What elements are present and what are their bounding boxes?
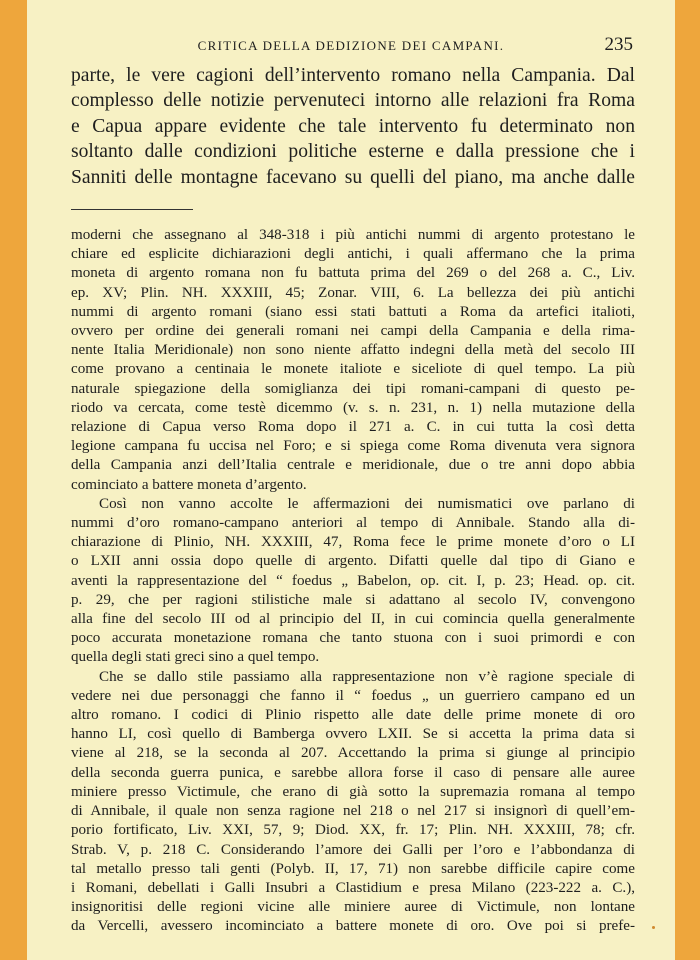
text-line: p. 29, che per ragioni stilistiche male si adattano al secolo IV, convengono bbox=[71, 591, 635, 608]
main-text bbox=[71, 63, 635, 190]
book-page bbox=[27, 0, 675, 960]
text-line: di Annibale, il quale non senza ragione nel 218 o nel 217 si insignorì di quell’em- bbox=[71, 803, 635, 820]
text-line: aventi la rappresentazione del “ foedus „ Babelon, op. cit. I, p. 23; Head. op. cit. bbox=[71, 572, 635, 589]
text-line: legione campana fu uccisa nel Foro; e si spiega come Roma divenuta vera signora bbox=[71, 438, 635, 455]
text-line: Che se dallo stile passiamo alla rappresentazione non v’è ragione speciale di bbox=[99, 668, 635, 685]
text-line: complesso delle notizie pervenuteci intorno alle relazioni fra Roma bbox=[71, 90, 635, 112]
text-line: altro romano. I codici di Plinio rispetto alle date delle prime monete di oro bbox=[71, 707, 635, 724]
text-line: e Capua appare evidente che tale intervento fu determinato non bbox=[71, 115, 635, 137]
text-line: come provano a centinaia le monete italiote e siceliote di quel tempo. La più bbox=[71, 361, 635, 378]
text-line: nente Italia Meridionale) non sono niente affatto indegni della metà del secolo III bbox=[71, 342, 635, 359]
text-line: o LXII anni ossia dopo quelle di argento. Difatti quelle dal tipo di Giano e bbox=[71, 553, 635, 570]
text-line: da Vercelli, avessero incominciato a battere monete di oro. Ove poi si prefe- bbox=[71, 918, 635, 935]
text-line: nummi di argento romani (siano essi stati battuti a Roma da artefici italioti, bbox=[71, 303, 635, 320]
running-head bbox=[27, 36, 675, 58]
text-line: hanno LI, così quello di Bamberga ovvero LXII. Se si accetta la prima data si bbox=[71, 726, 635, 743]
text-line: vedere nei due personaggi che fanno il “ foedus „ un guerriero campano ed un bbox=[71, 687, 635, 704]
text-line: cominciato a battere moneta d’argento. bbox=[71, 476, 307, 493]
paper-speck bbox=[652, 926, 655, 929]
text-line: viene al 218, se la seconda al 207. Accettando la prima si giunge al principio bbox=[71, 745, 635, 762]
text-line: moderni che assegnano al 348-318 i più antichi nummi di argento protestano le bbox=[71, 227, 635, 243]
text-line: i Romani, debellati i Galli Insubri a Clastidium e presa Milano (223-222 a. C.), bbox=[71, 879, 635, 896]
footnotes bbox=[71, 226, 635, 937]
text-line: quella degli stati greci sino a quel tempo. bbox=[71, 649, 320, 666]
text-line: alla fine del secolo III od al principio del II, in cui comincia quella generalmente bbox=[71, 611, 635, 628]
text-line: miniere presso Victimule, che erano di già sotto la supremazia romana al tempo bbox=[71, 783, 635, 800]
text-line: chiare ed esplicite dichiarazioni degli antichi, i quali affermano che la prima bbox=[71, 246, 635, 263]
footnote-paragraph-3 bbox=[71, 668, 635, 937]
text-line: nummi d’oro romano-campano anteriori al tempo di Annibale. Stando alla di- bbox=[71, 515, 635, 532]
text-line: della seconda guerra punica, e sarebbe allora forse il caso di pensare alle auree bbox=[71, 764, 635, 781]
text-line: riodo va cercata, come testè dicemmo (v. s. n. 231, n. 1) nella mutazione della bbox=[71, 399, 635, 416]
text-line: soltanto dalle condizioni politiche esterne e dalla pressione che i bbox=[71, 141, 635, 163]
text-line: Sanniti delle montagne facevano su quelli del piano, ma anche dalle bbox=[71, 166, 635, 188]
text-line: moneta di argento romana non fu battuta prima del 269 o del 268 a. C., Liv. bbox=[71, 265, 635, 282]
text-line: Così non vanno accolte le affermazioni dei numismatici ove parlano di bbox=[99, 495, 635, 512]
text-line: insignoritisi delle regioni vicine alle miniere auree di Victimule, non lontane bbox=[71, 899, 635, 916]
text-line: ep. XV; Plin. NH. XXXIII, 45; Zonar. VIII, 6. La bellezza dei più antichi bbox=[71, 284, 635, 301]
text-line: parte, le vere cagioni dell’intervento romano nella Campania. Dal bbox=[71, 65, 635, 86]
text-line: tal metallo presso tali genti (Polyb. II, 17, 71) non sarebbe difficile capire come bbox=[71, 860, 635, 877]
footnote-paragraph-1 bbox=[71, 226, 635, 495]
text-line: naturale spiegazione della somiglianza dei tipi romani-campani di questo pe- bbox=[71, 380, 635, 397]
text-line: poco accurata monetazione romana che tanto stuona con i suoi primordi e con bbox=[71, 630, 635, 647]
text-line: relazione di Capua verso Roma dopo il 271 a. C. in cui tutta la così detta bbox=[71, 419, 635, 436]
page-number: 235 bbox=[604, 34, 633, 55]
footnote-separator bbox=[71, 209, 193, 210]
text-line: ovvero per ordine dei generali romani nei campi della Campania e della rima- bbox=[71, 323, 635, 340]
running-title: CRITICA DELLA DEDIZIONE DEI CAMPANI. bbox=[197, 38, 505, 53]
text-line: della Campania anzi dell’Italia centrale e meridionale, due o tre anni dopo abbia bbox=[71, 457, 635, 474]
footnote-paragraph-2 bbox=[71, 495, 635, 668]
text-line: chiarazione di Plinio, NH. XXXIII, 47, Roma fece le prime monete d’oro o LI bbox=[71, 534, 635, 551]
text-line: porio fortificato, Liv. XXI, 57, 9; Diod. XX, fr. 17; Plin. NH. XXXIII, 78; cfr. bbox=[71, 822, 635, 839]
text-line: Strab. V, p. 218 C. Considerando l’amore dei Galli per l’oro e l’abbondanza di bbox=[71, 841, 635, 858]
